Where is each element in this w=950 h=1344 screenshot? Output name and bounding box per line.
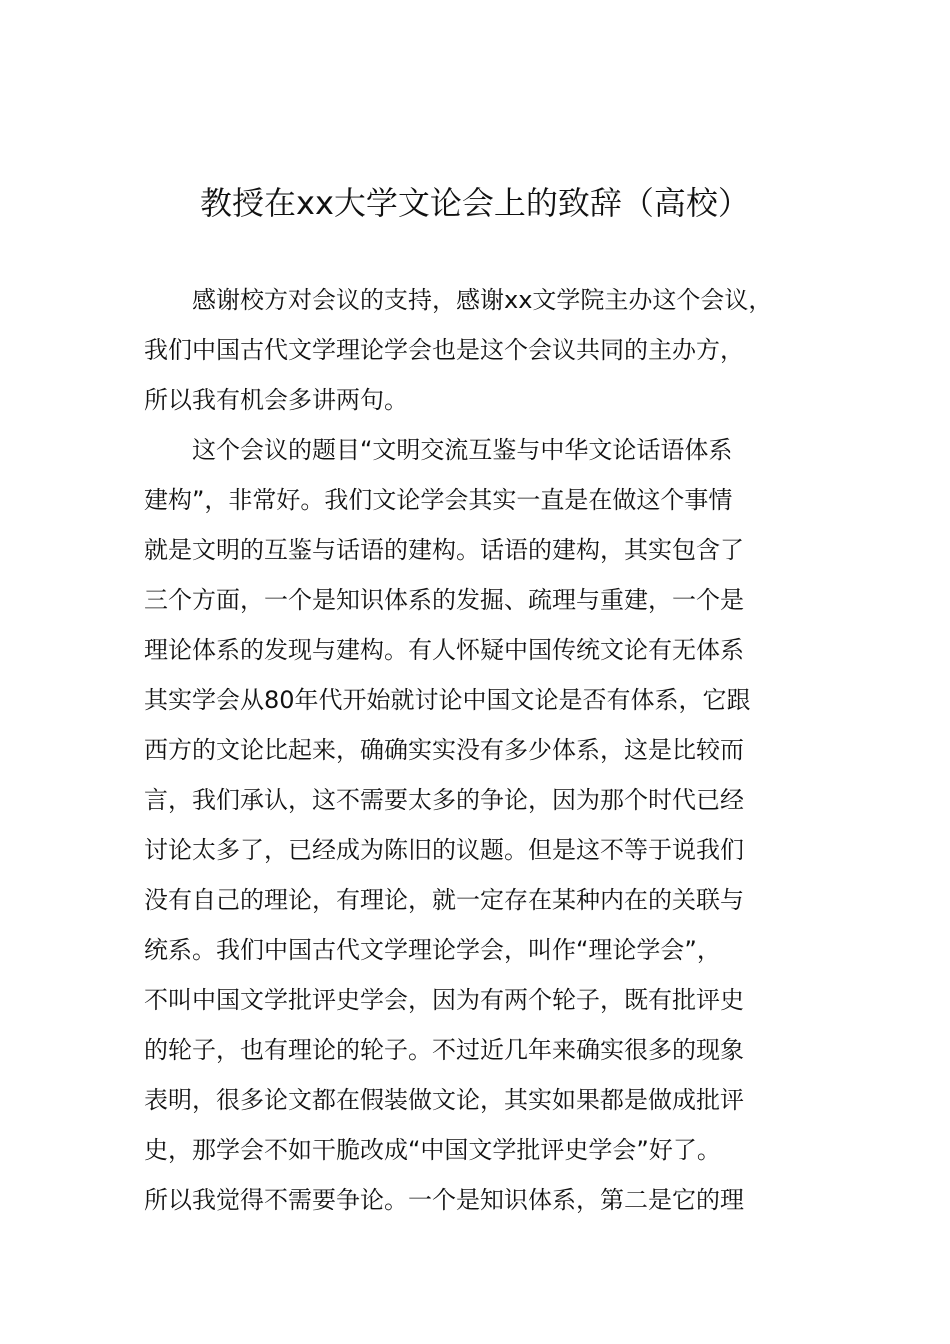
text-line: 表明，很多论文都在假装做文论，其实如果都是做成批评: [144, 1086, 744, 1114]
text-line: 的轮子，也有理论的轮子。不过近几年来确实很多的现象: [144, 1036, 744, 1064]
paragraph-2: [144, 425, 834, 1225]
document-body: [144, 275, 834, 1225]
text-line: 三个方面，一个是知识体系的发掘、疏理与重建，一个是: [144, 586, 744, 614]
text-line: 没有自己的理论，有理论，就一定存在某种内在的关联与: [144, 886, 744, 914]
text-line: 就是文明的互鉴与话语的建构。话语的建构，其实包含了: [144, 536, 744, 564]
text-line: 不叫中国文学批评史学会，因为有两个轮子，既有批评史: [144, 986, 744, 1014]
text-line: 言，我们承认，这不需要太多的争论，因为那个时代已经: [144, 786, 744, 814]
text-line: 西方的文论比起来，确确实实没有多少体系，这是比较而: [144, 736, 744, 764]
text-line: 感谢校方对会议的支持，感谢xx文学院主办这个会议，: [192, 286, 773, 314]
text-line: 我们中国古代文学理论学会也是这个会议共同的主办方，: [144, 336, 744, 364]
document-title: 教授在xx大学文论会上的致辞（高校）: [200, 184, 750, 222]
text-line: 理论体系的发现与建构。有人怀疑中国传统文论有无体系: [144, 636, 744, 664]
text-line: 史，那学会不如干脆改成“中国文学批评史学会”好了。: [144, 1136, 721, 1164]
text-line: 统系。我们中国古代文学理论学会，叫作“理论学会”，: [144, 936, 721, 964]
text-line: 建构”，非常好。我们文论学会其实一直是在做这个事情: [144, 486, 733, 514]
text-line: 所以我有机会多讲两句。: [144, 386, 408, 414]
paragraph-1: [144, 275, 834, 425]
text-line: 其实学会从80年代开始就讨论中国文论是否有体系，它跟: [144, 686, 751, 714]
text-line: 所以我觉得不需要争论。一个是知识体系，第二是它的理: [144, 1186, 744, 1214]
text-line: 讨论太多了，已经成为陈旧的议题。但是这不等于说我们: [144, 836, 744, 864]
text-line: 这个会议的题目“文明交流互鉴与中华文论话语体系: [192, 436, 733, 464]
